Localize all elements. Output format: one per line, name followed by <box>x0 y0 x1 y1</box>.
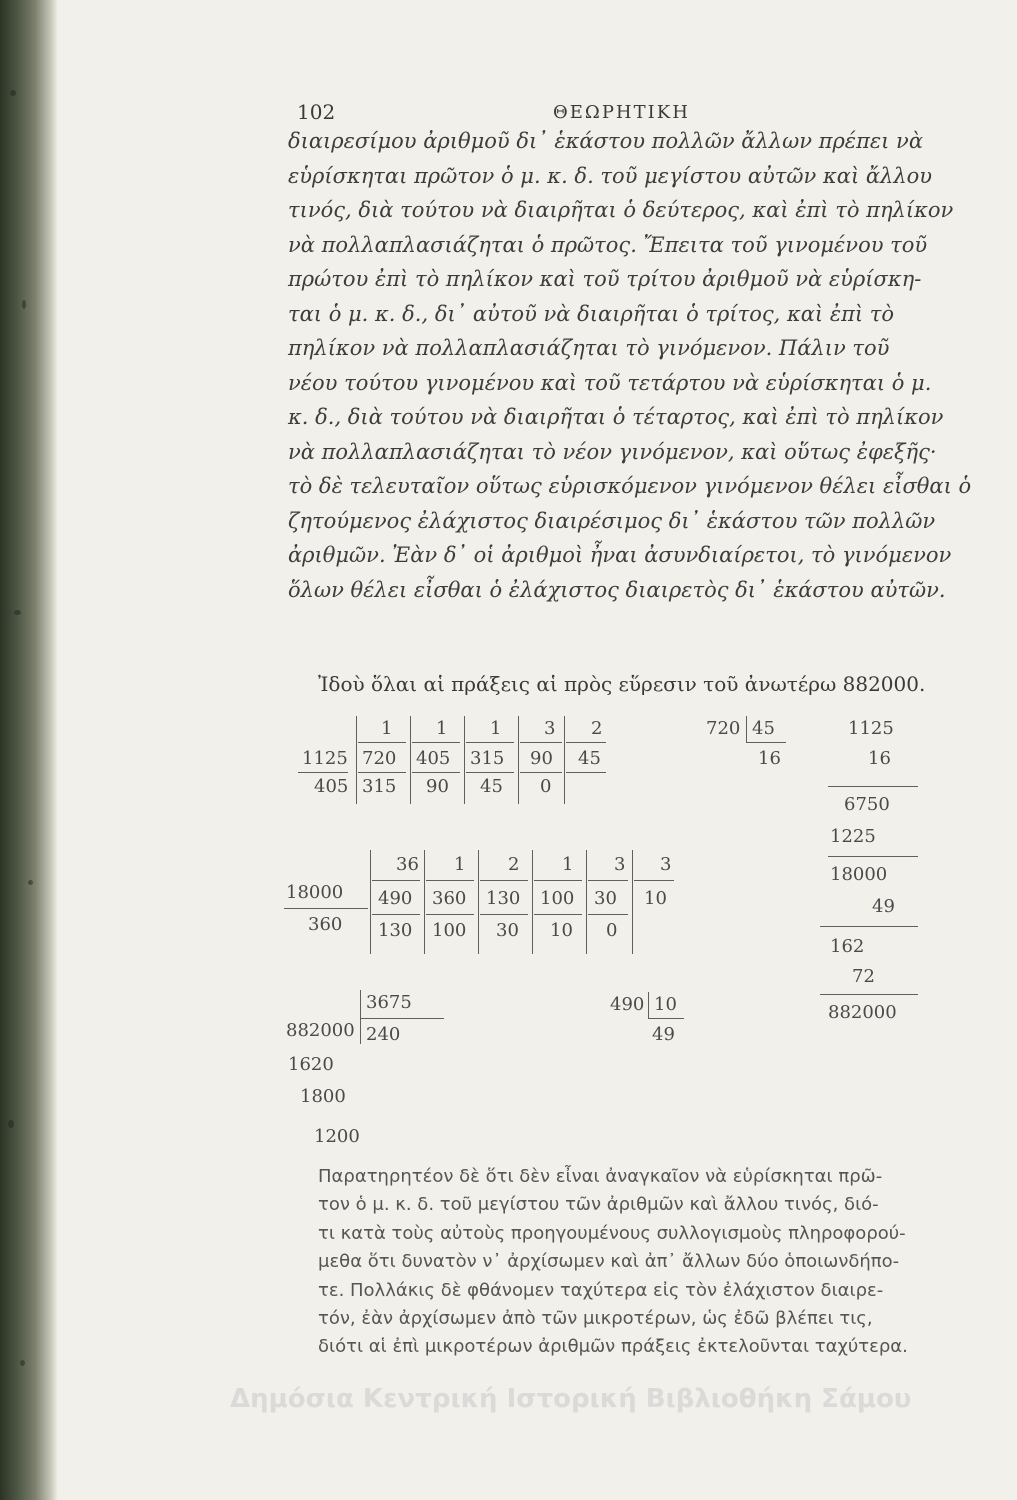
calc-number: 49 <box>872 896 895 917</box>
calc-number: 1 <box>490 718 502 739</box>
book-binding-edge <box>0 0 58 1500</box>
text-line: νὰ πολλαπλασιάζηται ὁ πρῶτος. Ἔπειτα τοῦ γινομένου τοῦ <box>288 232 928 257</box>
rule-line <box>746 742 786 743</box>
rule-line <box>372 914 420 915</box>
text-line: τι κατὰ τοὺς αὐτοὺς προηγουμένους συλλογισμοὺς πληροφορού- <box>318 1222 906 1244</box>
calc-number: 360 <box>308 914 343 935</box>
running-title: ΘΕΩΡΗΤΙΚΗ <box>553 102 690 123</box>
calc-number: 315 <box>470 748 505 769</box>
calc-number: 1 <box>562 854 574 875</box>
text-line: τε. Πολλάκις δὲ φθάνομεν ταχύτερα εἰς τὸν ἐλάχιστον διαιρε- <box>318 1279 884 1301</box>
rule-line <box>534 880 582 881</box>
rule-line <box>410 716 411 804</box>
calc-number: 1 <box>381 718 393 739</box>
text-line: ται ὁ μ. κ. δ., δι᾽ αὐτοῦ νὰ διαιρῆται ὁ τρίτος, καὶ ἐπὶ τὸ <box>288 301 895 326</box>
text-line: ὅλων θέλει εἶσθαι ὁ ἐλάχιστος διαιρετὸς δι᾽ ἑκάστου αὐτῶν. <box>288 577 946 602</box>
calc-number: 1620 <box>288 1054 334 1075</box>
calc-number: 100 <box>432 920 467 941</box>
rule-line <box>828 856 918 857</box>
calc-number: 1225 <box>830 826 876 847</box>
text-line: τινός, διὰ τούτου νὰ διαιρῆται ὁ δεύτερος, καὶ ἐπὶ τὸ πηλίκον <box>288 198 954 222</box>
rule-line <box>820 926 918 927</box>
calc-number: 6750 <box>844 794 890 815</box>
calc-number: 18000 <box>286 882 344 903</box>
calc-number: 240 <box>366 1024 401 1045</box>
calc-number: 90 <box>426 776 449 797</box>
rule-line <box>478 850 479 954</box>
calc-number: 16 <box>868 748 891 769</box>
rule-line <box>412 742 460 743</box>
rule-line <box>464 716 465 804</box>
calc-number: 72 <box>852 966 875 987</box>
page-number: 102 <box>297 100 336 124</box>
rule-line <box>566 742 606 743</box>
rule-line <box>372 880 420 881</box>
calc-number: 2 <box>508 854 520 875</box>
rule-line <box>648 992 649 1018</box>
calc-number: 3 <box>544 718 556 739</box>
text-line: πρώτου ἐπὶ τὸ πηλίκον καὶ τοῦ τρίτου ἀριθμοῦ νὰ εὑρίσκη- <box>288 267 922 291</box>
calc-number: 45 <box>480 776 503 797</box>
rule-line <box>518 716 519 804</box>
text-line: τον ὁ μ. κ. δ. τοῦ μεγίστου τῶν ἀριθμῶν καὶ ἄλλου τινός, διό- <box>318 1194 879 1216</box>
rule-line <box>588 914 628 915</box>
rule-line <box>564 716 565 804</box>
rule-line <box>648 1018 684 1019</box>
calc-number: 720 <box>706 718 741 739</box>
rule-line <box>358 742 406 743</box>
text-line: Παρατηρητέον δὲ ὅτι δὲν εἶναι ἀναγκαῖον νὰ εὑρίσκηται πρῶ- <box>318 1166 883 1187</box>
calc-number: 162 <box>830 936 865 957</box>
calc-number: 1 <box>454 854 466 875</box>
calc-number: 0 <box>606 920 618 941</box>
calc-number: 490 <box>378 888 413 909</box>
text-line: ζητούμενος ἐλάχιστος διαιρέσιμος δι᾽ ἑκάστου τῶν πολλῶν <box>288 508 936 533</box>
calc-number: 3 <box>614 854 626 875</box>
calc-number: 3 <box>660 854 672 875</box>
rule-line <box>466 772 514 773</box>
calc-number: 36 <box>396 854 419 875</box>
calc-number: 16 <box>758 748 781 769</box>
calc-number: 130 <box>486 888 521 909</box>
rule-line <box>358 772 406 773</box>
calc-number: 45 <box>752 718 775 739</box>
rule-line <box>746 716 747 742</box>
rule-line <box>588 880 628 881</box>
calc-number: 1800 <box>300 1086 346 1107</box>
calc-number: 490 <box>610 994 645 1015</box>
calc-number: 360 <box>432 888 467 909</box>
text-line: μεθα ὅτι δυνατὸν ν᾽ ἀρχίσωμεν καὶ ἀπ᾽ ἄλλων δύο ὁποιωνδήπο- <box>318 1251 900 1273</box>
text-line: ἀριθμῶν. Ἐὰν δ᾽ οἱ ἀριθμοὶ ἦναι ἀσυνδιαίρετοι, τὸ γινόμενον <box>288 543 952 567</box>
rule-line <box>360 1018 444 1019</box>
rule-line <box>284 908 368 909</box>
calc-number: 100 <box>540 888 575 909</box>
calc-number: 1 <box>436 718 448 739</box>
rule-line <box>520 772 562 773</box>
calc-number: 18000 <box>830 864 888 885</box>
calc-number: 2 <box>591 718 603 739</box>
calc-number: 10 <box>550 920 573 941</box>
rule-line <box>370 850 371 954</box>
rule-line <box>412 772 460 773</box>
rule-line <box>480 880 528 881</box>
rule-line <box>566 772 606 773</box>
rule-line <box>520 742 562 743</box>
text-line: νέου τούτου γινομένου καὶ τοῦ τετάρτου νὰ εὑρίσκηται ὁ μ. <box>288 370 932 395</box>
text-line: διότι αἱ ἐπὶ μικροτέρων ἀριθμῶν πράξεις ἐκτελοῦνται ταχύτερα. <box>318 1336 908 1358</box>
calc-number: 90 <box>530 748 553 769</box>
calc-number: 3675 <box>366 992 412 1013</box>
rule-line <box>426 880 474 881</box>
library-watermark: Δημόσια Κεντρική Ιστορική Βιβλιοθήκη Σάμου <box>230 1384 912 1414</box>
intro-line: Ἰδοὺ ὅλαι αἱ πράξεις αἱ πρὸς εὕρεσιν τοῦ ἀνωτέρω 882000. <box>318 672 926 696</box>
rule-line <box>356 716 357 804</box>
text-line: νὰ πολλαπλασιάζηται τὸ νέον γινόμενον, καὶ οὕτως ἐφεξῆς· <box>288 439 937 464</box>
text-line: διαιρεσίμου ἀριθμοῦ δι᾽ ἑκάστου πολλῶν ἄλλων πρέπει νὰ <box>288 129 923 153</box>
rule-line <box>426 914 474 915</box>
rule-line <box>424 850 425 954</box>
rule-line <box>828 786 918 787</box>
rule-line <box>360 990 361 1044</box>
calc-number: 315 <box>362 776 397 797</box>
text-line: κ. δ., διὰ τούτου νὰ διαιρῆται ὁ τέταρτος, καὶ ἐπὶ τὸ πηλίκον <box>288 405 944 429</box>
calc-number: 10 <box>654 994 677 1015</box>
text-line: πηλίκον νὰ πολλαπλασιάζηται τὸ γινόμενον. Πάλιν τοῦ <box>288 336 890 360</box>
rule-line <box>534 914 582 915</box>
calc-number: 130 <box>378 920 413 941</box>
calc-number: 30 <box>594 888 617 909</box>
calc-number: 720 <box>362 748 397 769</box>
text-line: τὸ δὲ τελευταῖον οὕτως εὑρισκόμενον γινόμενον θέλει εἶσθαι ὁ <box>288 474 972 498</box>
calc-number: 45 <box>578 748 601 769</box>
rule-line <box>532 850 533 954</box>
remark-paragraph <box>318 1163 962 1362</box>
rule-line <box>298 772 348 773</box>
rule-line <box>480 914 528 915</box>
calc-number: 1200 <box>314 1126 360 1147</box>
calc-number: 10 <box>644 888 667 909</box>
rule-line <box>634 880 674 881</box>
body-paragraph <box>288 124 972 607</box>
text-line: τόν, ἐὰν ἀρχίσωμεν ἀπὸ τῶν μικροτέρων, ὡς ἐδῶ βλέπει τις, <box>318 1308 873 1330</box>
calc-number: 30 <box>496 920 519 941</box>
calc-number: 882000 <box>286 1020 355 1041</box>
calc-number: 882000 <box>828 1002 897 1023</box>
calc-number: 405 <box>416 748 451 769</box>
rule-line <box>820 994 918 995</box>
text-line: εὑρίσκηται πρῶτον ὁ μ. κ. δ. τοῦ μεγίστου αὐτῶν καὶ ἄλλου <box>288 163 933 188</box>
rule-line <box>586 850 587 954</box>
calc-number: 405 <box>314 776 349 797</box>
calc-number: 1125 <box>302 748 348 769</box>
rule-line <box>632 850 633 954</box>
rule-line <box>466 742 514 743</box>
calc-number: 49 <box>652 1024 675 1045</box>
calc-number: 0 <box>540 776 552 797</box>
calc-number: 1125 <box>848 718 894 739</box>
